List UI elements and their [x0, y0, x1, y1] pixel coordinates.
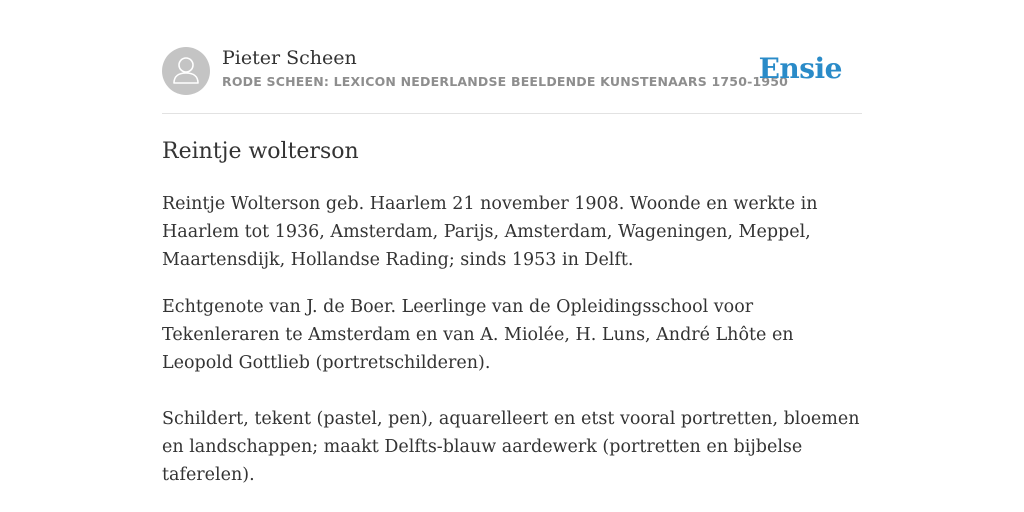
ensie-logo[interactable]: Ensie: [758, 52, 842, 85]
author-name[interactable]: Pieter Scheen: [222, 47, 357, 69]
entry-card: [162, 0, 862, 512]
entry-paragraph: Echtgenote van J. de Boer. Leerlinge van de Opleidingsschool voor Tekenleraren te Amsterdam en van A. Miolée, H. Luns, André Lhôte en Leopold Gottlieb (portretschilderen).: [162, 297, 794, 373]
source-title[interactable]: RODE SCHEEN: LEXICON NEDERLANDSE BEELDENDE KUNSTENAARS 1750-1950: [222, 74, 789, 89]
entry-title: Reintje wolterson: [162, 139, 359, 164]
entry-header: [162, 46, 862, 96]
user-silhouette-icon: [162, 47, 210, 95]
author-avatar[interactable]: [162, 47, 210, 95]
entry-paragraph: Schildert, tekent (pastel, pen), aquarelleert en etst vooral portretten, bloemen en landschappen; maakt Delfts-blauw aardewerk (portretten en bijbelse taferelen).: [162, 409, 860, 485]
entry-paragraph: Reintje Wolterson geb. Haarlem 21 november 1908. Woonde en werkte in Haarlem tot 1936, Amsterdam, Parijs, Amsterdam, Wageningen, Meppel, Maartensdijk, Hollandse Rading; sinds 1953 in Delft.: [162, 194, 818, 270]
header-divider: [162, 113, 862, 114]
